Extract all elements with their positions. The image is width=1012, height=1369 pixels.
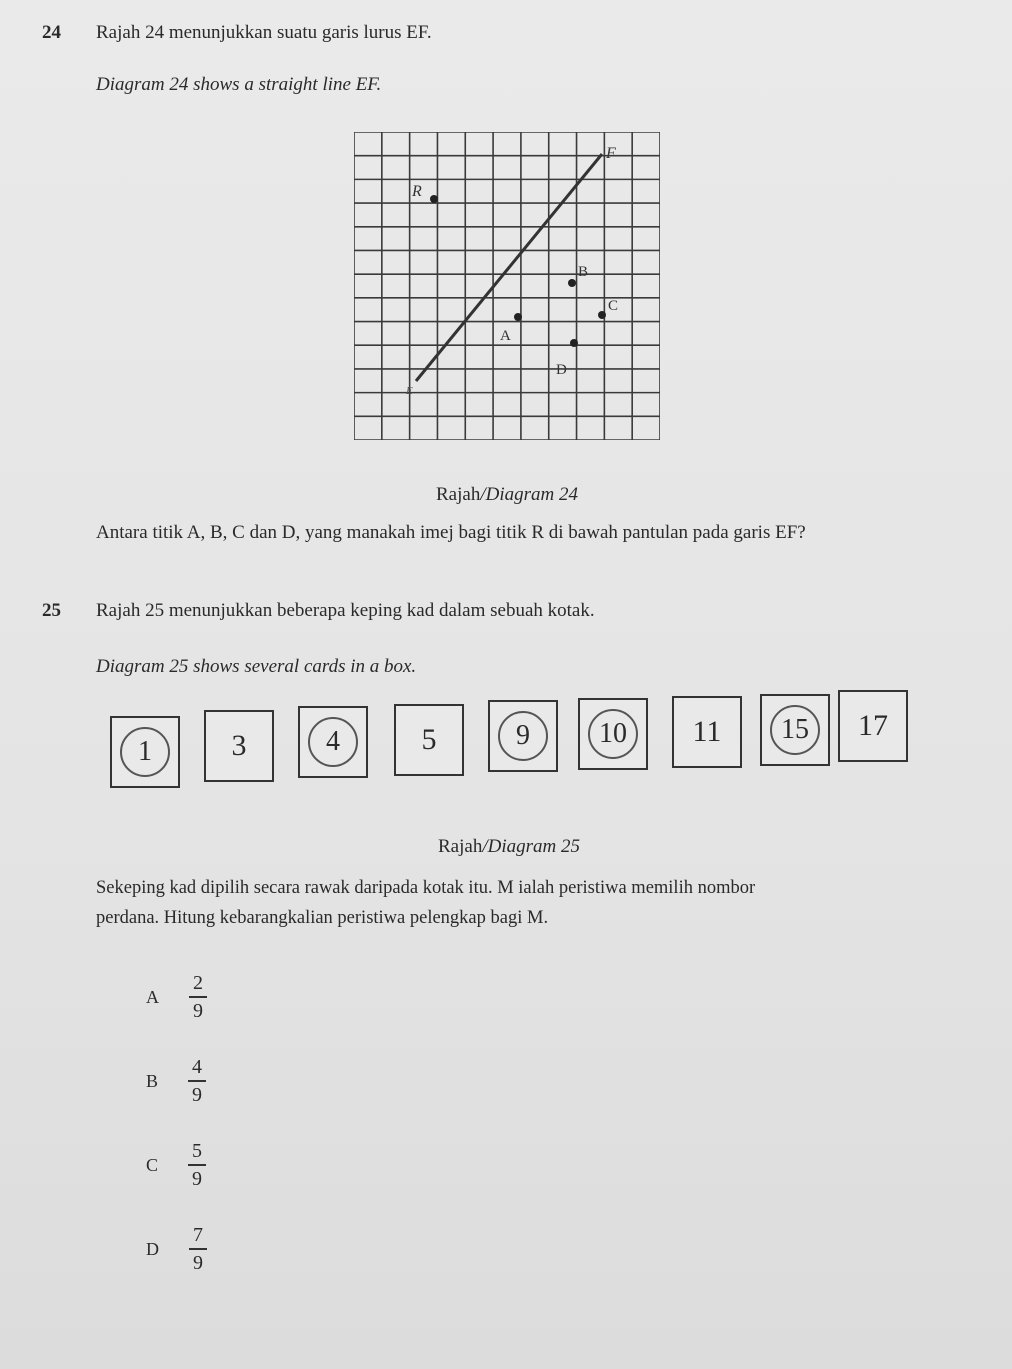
card-11: [672, 696, 742, 768]
question-25-text-en: Diagram 25 shows several cards in a box.: [96, 656, 417, 677]
fraction-numerator: 7: [193, 1224, 203, 1246]
diagram-25-caption-ms: Rajah: [438, 836, 483, 857]
card-3: [204, 710, 274, 782]
point-r: [430, 195, 438, 203]
option-fraction: [188, 1056, 206, 1106]
option-d: [146, 1224, 207, 1274]
label-f: F: [606, 145, 616, 162]
point-b: [568, 279, 576, 287]
card-circle: 4: [308, 717, 358, 767]
card-value: 5: [421, 723, 437, 756]
fraction-bar: [188, 1080, 206, 1082]
diagram-24-grid: [354, 132, 660, 440]
card-4: [298, 706, 368, 778]
fraction-denominator: 9: [192, 1084, 203, 1106]
card-circle: 15: [770, 705, 820, 755]
question-24-question: Antara titik A, B, C dan D, yang manakah imej bagi titik R di bawah pantulan pada garis EF?: [96, 522, 806, 543]
question-24-text-en: Diagram 24 shows a straight line EF.: [96, 74, 382, 95]
card-10: [578, 698, 648, 770]
fraction-bar: [189, 1248, 207, 1250]
diagram-24-caption-en: /Diagram 24: [480, 484, 578, 505]
card-5: [394, 704, 464, 776]
question-25-text-ms: Rajah 25 menunjukkan beberapa keping kad dalam sebuah kotak.: [96, 600, 595, 621]
label-r: R: [412, 183, 422, 200]
option-c: [146, 1140, 206, 1190]
diagram-25-caption-en: /Diagram 25: [482, 836, 580, 857]
fraction-numerator: 4: [192, 1056, 203, 1078]
card-circle: 1: [120, 727, 170, 777]
card-15: [760, 694, 830, 766]
fraction-numerator: 2: [193, 972, 203, 994]
option-fraction: [189, 972, 207, 1022]
label-d: D: [556, 362, 567, 378]
fraction-denominator: 9: [193, 1000, 203, 1022]
card-value: 17: [858, 709, 888, 742]
question-24-text-ms: Rajah 24 menunjukkan suatu garis lurus EF.: [96, 22, 432, 43]
option-letter: C: [146, 1154, 159, 1175]
question-25-question-line2: perdana. Hitung kebarangkalian peristiwa pelengkap bagi M.: [96, 908, 549, 928]
diagram-25-caption: [438, 836, 580, 858]
card-value: 11: [692, 715, 722, 748]
question-24-number: 24: [42, 22, 61, 43]
option-a: [146, 972, 207, 1022]
label-c: C: [608, 298, 619, 314]
question-25-number: 25: [42, 600, 61, 621]
fraction-denominator: 9: [192, 1168, 203, 1190]
fraction-bar: [188, 1164, 206, 1166]
diagram-24-caption-ms: Rajah: [436, 484, 481, 505]
diagram-24-caption: [436, 484, 578, 506]
point-a: [514, 313, 522, 321]
point-c: [598, 311, 606, 319]
fraction-bar: [189, 996, 207, 998]
question-25-question-line1: Sekeping kad dipilih secara rawak daripada kotak itu. M ialah peristiwa memilih nombor: [96, 878, 756, 898]
diagram-24: [354, 132, 660, 440]
option-fraction: [188, 1140, 206, 1190]
card-17: [838, 690, 908, 762]
option-b: [146, 1056, 206, 1106]
label-b: B: [578, 264, 589, 280]
option-letter: D: [146, 1238, 159, 1259]
card-circle: 10: [588, 709, 638, 759]
card-circle: 9: [498, 711, 548, 761]
fraction-denominator: 9: [193, 1252, 203, 1274]
fraction-numerator: 5: [192, 1140, 203, 1162]
card-1: [110, 716, 180, 788]
option-fraction: [189, 1224, 207, 1274]
label-a: A: [500, 328, 511, 344]
card-value: 3: [231, 729, 247, 762]
label-e: E: [406, 385, 413, 397]
point-d: [570, 339, 578, 347]
option-letter: A: [146, 986, 159, 1007]
option-letter: B: [146, 1070, 159, 1091]
card-9: [488, 700, 558, 772]
